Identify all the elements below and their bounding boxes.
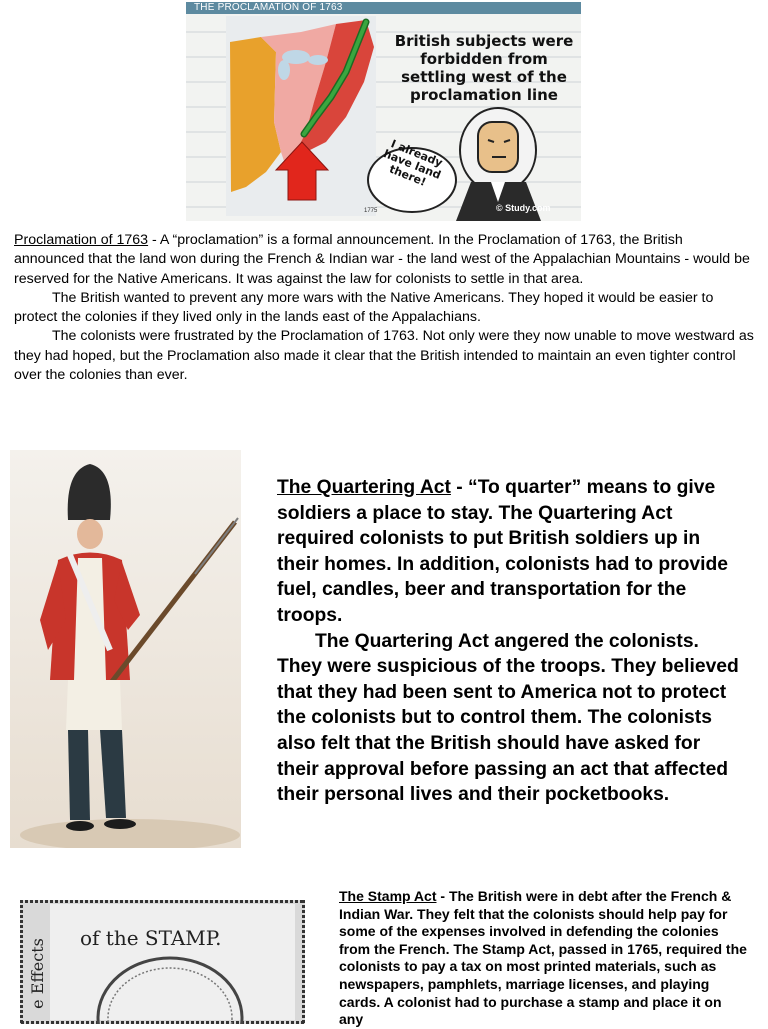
proclamation-definition: - A “proclamation” is a formal announcement. In the Proclamation of 1763, the British announced that the land won during the French & Indian war - the land west of the Appalachian Mountains - would be reserved for the Native Americans. It was against the law for colonists to settle in that area. [14,232,750,287]
proclamation-section [14,231,756,385]
stamp-definition: - The British were in debt after the French & Indian War. They felt that the colonists should help pay for some of the expenses involved in defending the colonies from the French. The Stamp Act, passed in 1765, required the colonists to pay a tax on most printed materials, such as newspapers, pamphlets, marriage licenses, and playing cards. A colonist had to purchase a stamp and place it on any [339,888,747,1028]
quartering-act-section [277,475,747,808]
proclamation-paragraph-1 [14,231,756,289]
proclamation-paragraph-3: The colonists were frustrated by the Proclamation of 1763. Not only were they now unable to move westward as they had hoped, but the Proclamation also made it clear that the British intended to maintain an even tighter control over the colonies than ever. [14,328,754,384]
banner [186,2,581,14]
quartering-definition: - “To quarter” means to give soldiers a place to stay. The Quartering Act required colonists to put British soldiers up in their homes. In addition, colonists had to provide fuel, candles, beer and transportation for the troops. [277,477,729,626]
proclamation-paragraph-2: The British wanted to prevent any more wars with the Native Americans. They hoped it would be easier to protect the colonies if they lived only in the lands east of the Appalachians. [14,289,714,326]
british-soldier-illustration [10,450,241,848]
speech-bubble-text: I already have land there! [381,137,445,189]
soldier-artwork [10,450,241,848]
figure-caption: British subjects were forbidden from settling west of the proclamation line [394,32,574,104]
image-credit: © Study.com [496,203,551,213]
stamp-artwork [20,900,305,1024]
map-year: 1775 [364,208,378,214]
quartering-paragraph-1 [277,475,747,629]
stamp-act-section [339,888,749,1029]
proclamation-map-illustration [186,2,581,221]
quartering-term: The Quartering Act [277,477,451,498]
quartering-paragraph-2: The Quartering Act angered the colonists. They were suspicious of the troops. They believed that they had been sent to America not to protect the colonists but to control them. The colonists also felt that the British should have asked for their approval before passing an act that affected their personal lives and their pocketbooks. [277,630,739,806]
stamp-paragraph-1 [339,888,749,1029]
banner-title: THE PROCLAMATION OF 1763 [194,2,343,13]
proclamation-term: Proclamation of 1763 [14,232,149,248]
stamp-side-text: e Effects [27,938,47,1009]
stamp-act-illustration [20,900,305,1024]
stamp-heading: of the STAMP. [80,926,222,950]
stamp-term: The Stamp Act [339,888,437,904]
